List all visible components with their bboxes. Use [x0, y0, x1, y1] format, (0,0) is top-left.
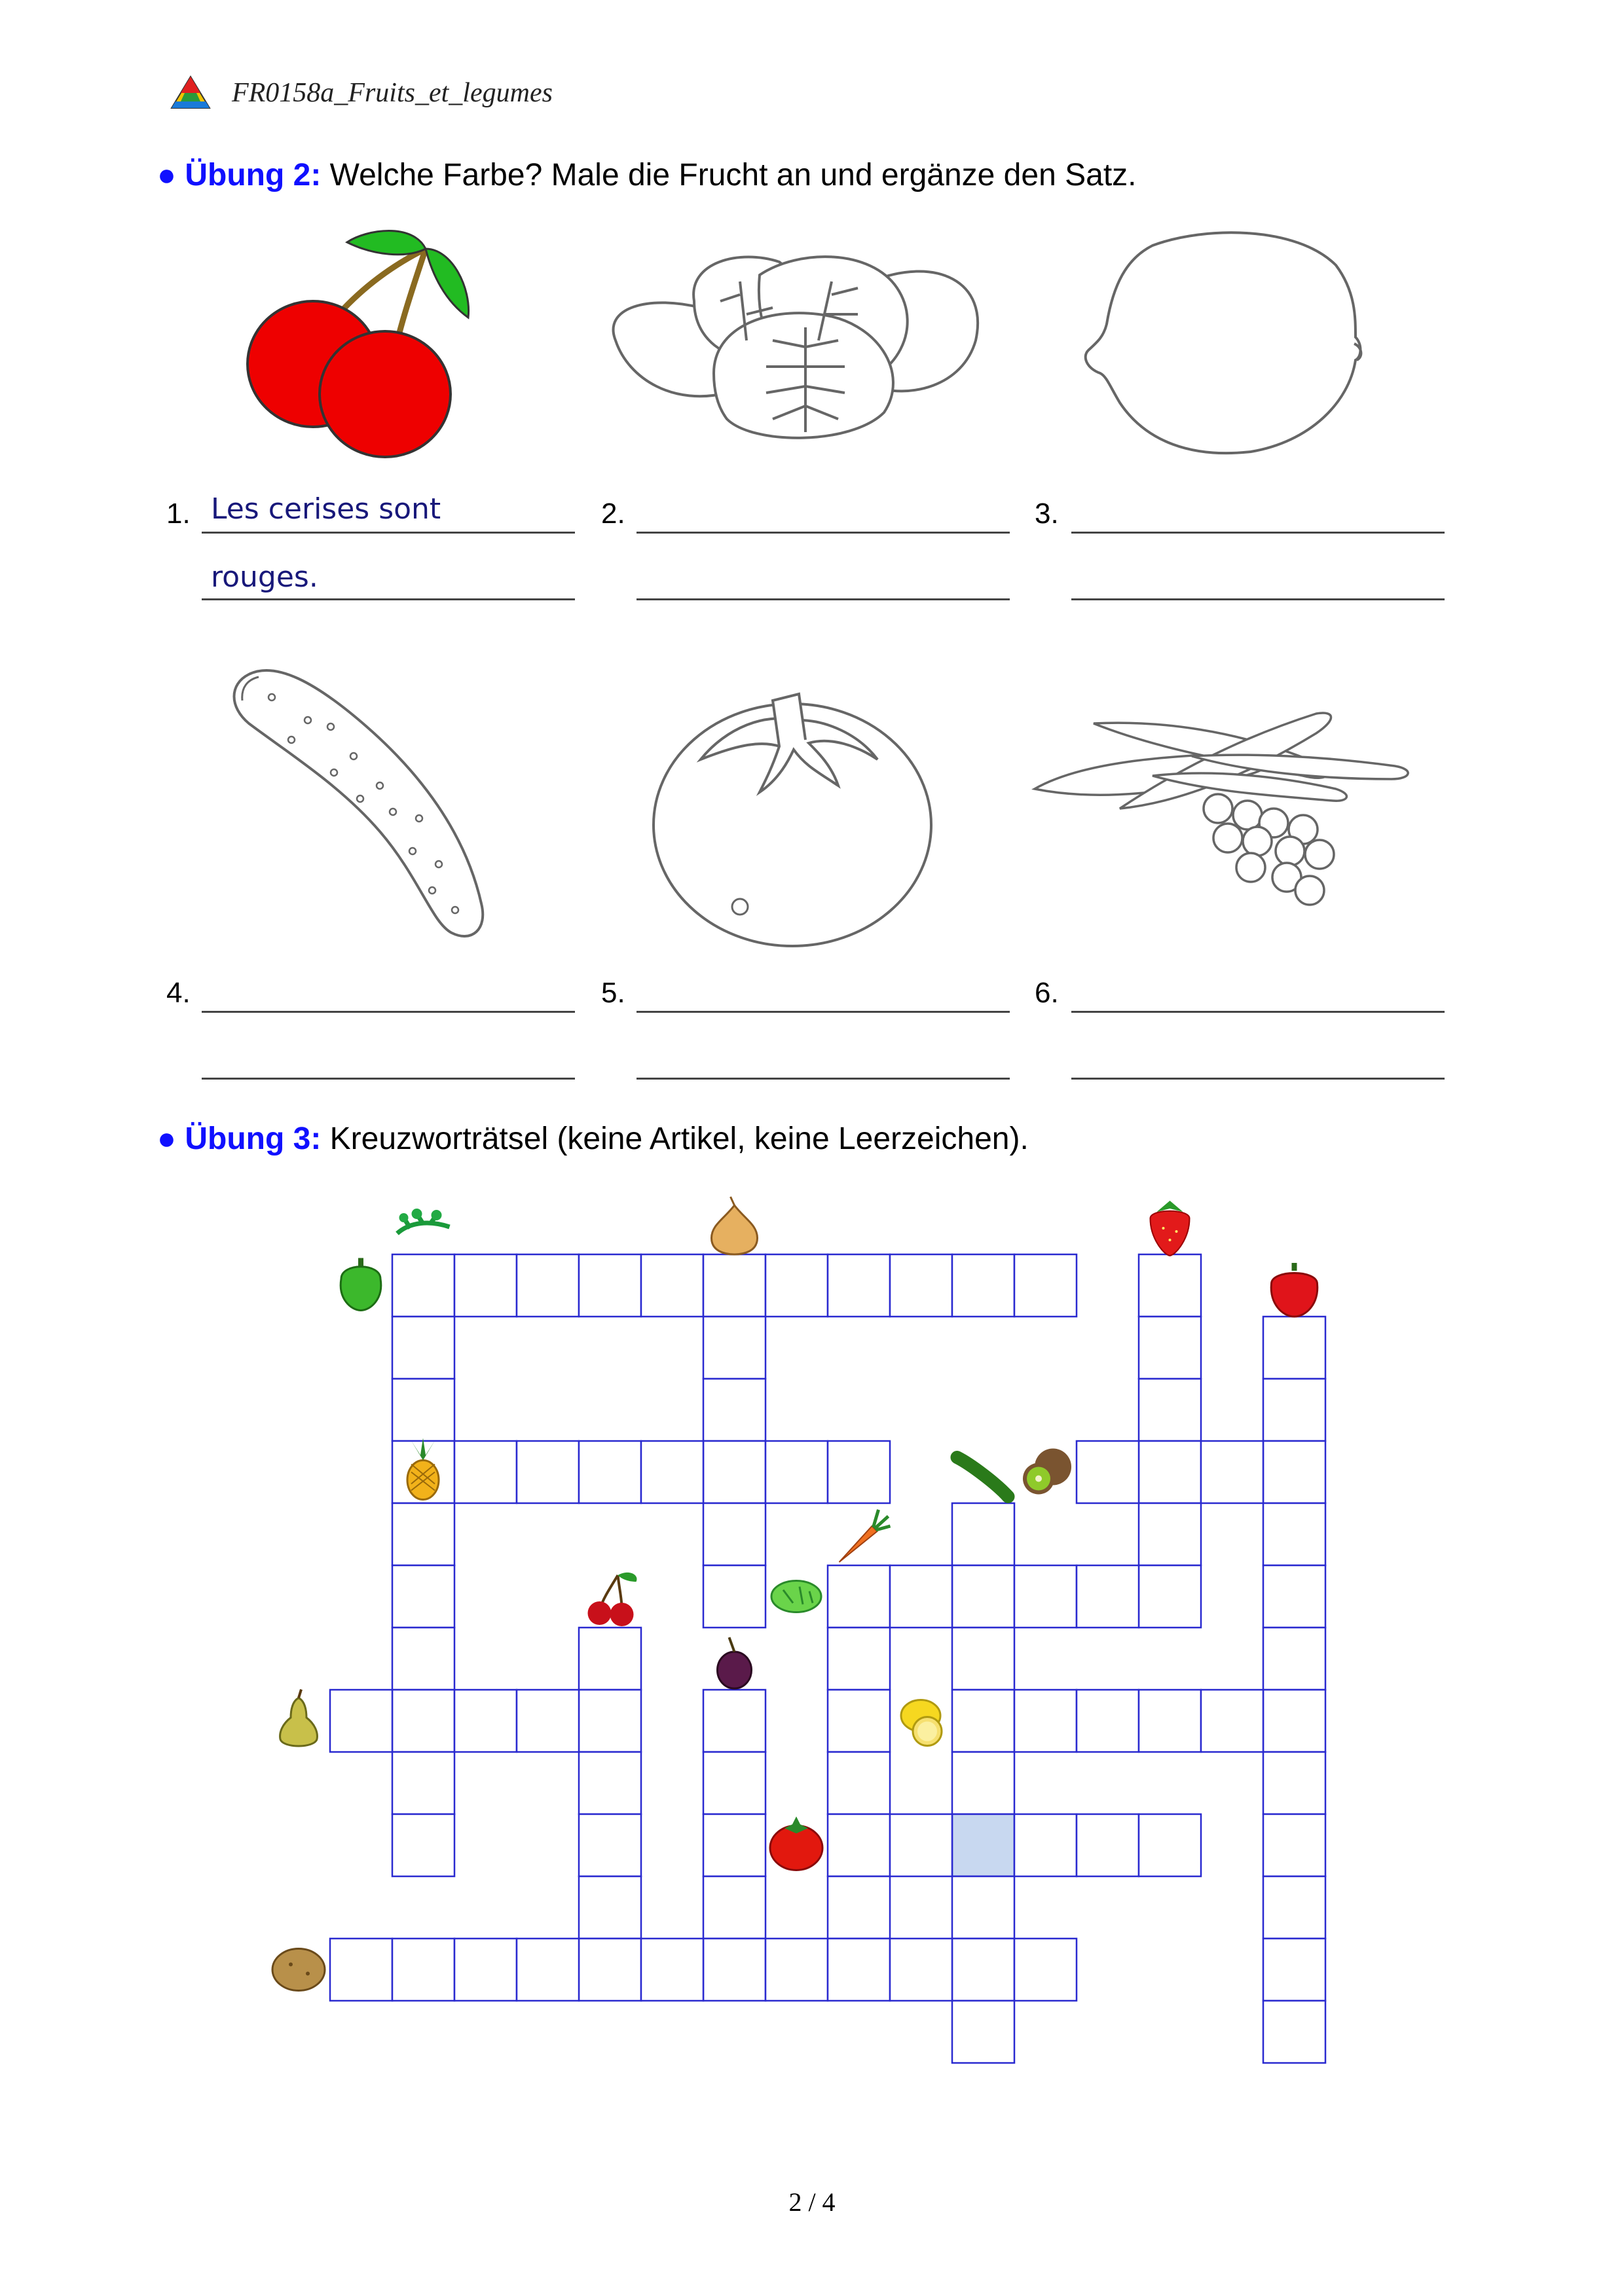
crossword-cell[interactable] [1263, 1503, 1325, 1565]
crossword-cell[interactable] [1263, 2001, 1325, 2063]
crossword-cell[interactable] [1139, 1814, 1201, 1876]
answer-line [637, 1078, 1010, 1080]
crossword-cell[interactable] [703, 1317, 766, 1379]
crossword-cell[interactable] [828, 1565, 890, 1628]
answer-line [1071, 598, 1445, 600]
crossword-cell[interactable] [392, 1814, 454, 1876]
crossword-cell[interactable] [828, 1876, 890, 1939]
answer-line [202, 532, 575, 534]
crossword-cell[interactable] [1014, 1690, 1077, 1752]
cucumber-picture [223, 661, 498, 949]
crossword-cell[interactable] [952, 1254, 1014, 1317]
crossword-cell[interactable] [952, 1565, 1014, 1628]
crossword-cell[interactable] [517, 1939, 579, 2001]
crossword-cell[interactable] [703, 1939, 766, 2001]
strawberry-icon [1151, 1201, 1190, 1256]
item-number: 3. [1035, 498, 1059, 530]
crossword-cell[interactable] [1014, 1565, 1077, 1628]
crossword-cell[interactable] [1014, 1254, 1077, 1317]
tomato-icon [770, 1817, 822, 1870]
exercise2-label: Übung 2: [185, 158, 322, 192]
crossword-cell[interactable] [579, 1441, 641, 1503]
crossword-cell[interactable] [1139, 1254, 1201, 1317]
crossword-cell[interactable] [703, 1441, 766, 1503]
crossword-cell[interactable] [392, 1628, 454, 1690]
crossword-cell[interactable] [1201, 1441, 1263, 1503]
crossword-cell[interactable] [392, 1752, 454, 1814]
crossword-cell[interactable] [890, 1814, 952, 1876]
crossword-cell[interactable] [1263, 1441, 1325, 1503]
pineapple-icon [407, 1438, 439, 1500]
exercise3-heading [157, 1121, 1029, 1157]
crossword-cell[interactable] [1077, 1441, 1139, 1503]
item-number: 5. [601, 977, 625, 1009]
crossword-cell[interactable] [890, 1254, 952, 1317]
crossword-cell[interactable] [890, 1565, 952, 1628]
crossword-cell[interactable] [641, 1254, 703, 1317]
crossword-cell[interactable] [952, 1752, 1014, 1814]
crossword-cell[interactable] [517, 1441, 579, 1503]
crossword-cell[interactable] [703, 1565, 766, 1628]
cucumber-icon [957, 1457, 1008, 1497]
crossword-cell[interactable] [1139, 1565, 1201, 1628]
answer-line [637, 1011, 1010, 1013]
onion-icon [712, 1197, 758, 1254]
crossword-cell-highlighted[interactable] [952, 1814, 1014, 1876]
exercise2-instruction: Welche Farbe? Male die Frucht an und ergänze den Satz. [329, 158, 1137, 192]
crossword-cell[interactable] [517, 1690, 579, 1752]
crossword-cell[interactable] [1263, 1628, 1325, 1690]
cherries-picture [236, 223, 485, 458]
parsley-icon [397, 1209, 450, 1233]
crossword-cell[interactable] [392, 1379, 454, 1441]
crossword-cell[interactable] [392, 1939, 454, 2001]
answer-line2-text[interactable]: rouges. [211, 560, 318, 594]
crossword-cell[interactable] [392, 1503, 454, 1565]
crossword-cell[interactable] [454, 1254, 517, 1317]
crossword-cell[interactable] [1077, 1814, 1139, 1876]
crossword-cell[interactable] [579, 1876, 641, 1939]
crossword-cell[interactable] [1263, 1317, 1325, 1379]
answer-line [202, 1078, 575, 1080]
lemon-icon [901, 1700, 942, 1746]
lettuce-icon [771, 1581, 821, 1613]
crossword-cell[interactable] [703, 1876, 766, 1939]
crossword-cell[interactable] [392, 1441, 454, 1503]
crossword-cell[interactable] [641, 1441, 703, 1503]
item-number: 4. [166, 977, 191, 1009]
crossword-cell[interactable] [766, 1939, 828, 2001]
page-number: 2 / 4 [788, 2187, 836, 2217]
crossword-cell[interactable] [579, 1814, 641, 1876]
exercise3-instruction: Kreuzworträtsel (keine Artikel, keine Leerzeichen). [329, 1121, 1029, 1156]
crossword-cell[interactable] [1201, 1690, 1263, 1752]
crossword-cell[interactable] [766, 1441, 828, 1503]
crossword-cell[interactable] [1263, 1379, 1325, 1441]
exercise3-label: Übung 3: [185, 1121, 322, 1156]
page-header [169, 73, 553, 113]
item-number: 1. [166, 498, 191, 530]
crossword-cell[interactable] [766, 1254, 828, 1317]
crossword-cell[interactable] [828, 1939, 890, 2001]
lettuce-picture [596, 242, 989, 445]
answer-line [1071, 1078, 1445, 1080]
crossword-cell[interactable] [1014, 1814, 1077, 1876]
bullet: ● [157, 158, 176, 192]
crossword-cell[interactable] [1014, 1939, 1077, 2001]
answer-line [637, 532, 1010, 534]
crossword-cell[interactable] [828, 1752, 890, 1814]
crossword-cell[interactable] [828, 1441, 890, 1503]
crossword-cell[interactable] [828, 1254, 890, 1317]
crossword-cell[interactable] [1263, 1565, 1325, 1628]
red-pepper-icon [1271, 1263, 1318, 1317]
crossword-cell[interactable] [952, 1939, 1014, 2001]
crossword-cell[interactable] [703, 1690, 766, 1752]
green-pepper-icon [341, 1258, 381, 1311]
pear-icon [280, 1690, 318, 1747]
peas-picture [1028, 704, 1421, 913]
crossword-cell[interactable] [330, 1939, 392, 2001]
carrot-icon [840, 1510, 891, 1562]
crossword-cell[interactable] [1263, 1690, 1325, 1752]
crossword-cell[interactable] [454, 1690, 517, 1752]
crossword-cell[interactable] [890, 1939, 952, 2001]
answer-line1-text[interactable]: Les cerises sont [211, 492, 441, 526]
crossword-cell[interactable] [703, 1254, 766, 1317]
crossword-cell[interactable] [579, 1939, 641, 2001]
plum-icon [718, 1637, 752, 1688]
answer-line [202, 1011, 575, 1013]
crossword-cell[interactable] [1139, 1317, 1201, 1379]
crossword-cell[interactable] [579, 1254, 641, 1317]
crossword-cell[interactable] [952, 1628, 1014, 1690]
school-logo-icon [169, 75, 212, 111]
crossword-cell[interactable] [517, 1254, 579, 1317]
crossword-cell[interactable] [828, 1628, 890, 1690]
crossword-cell[interactable] [703, 1379, 766, 1441]
crossword-cell[interactable] [392, 1254, 454, 1317]
potato-icon [272, 1949, 325, 1991]
tomato-picture [648, 674, 936, 949]
kiwi-icon [1023, 1449, 1071, 1495]
answer-line [637, 598, 1010, 600]
document-title: FR0158a_Fruits_et_legumes [232, 78, 553, 108]
answer-line [202, 598, 575, 600]
crossword-cell[interactable] [392, 1565, 454, 1628]
exercise2-heading [157, 157, 1136, 193]
bullet: ● [157, 1121, 176, 1156]
crossword-cell[interactable] [579, 1752, 641, 1814]
crossword-cell[interactable] [1263, 1876, 1325, 1939]
crossword-cell[interactable] [392, 1317, 454, 1379]
crossword-cell[interactable] [828, 1814, 890, 1876]
answer-line [1071, 532, 1445, 534]
lemon-picture [1074, 226, 1375, 462]
crossword-cell[interactable] [392, 1690, 454, 1752]
crossword-cell[interactable] [952, 1503, 1014, 1565]
crossword-cell[interactable] [1077, 1565, 1139, 1628]
answer-line [1071, 1011, 1445, 1013]
crossword-cell[interactable] [1139, 1690, 1201, 1752]
crossword-cell[interactable] [952, 1690, 1014, 1752]
crossword-cell[interactable] [703, 1752, 766, 1814]
crossword-cell[interactable] [1263, 1752, 1325, 1814]
crossword-cell[interactable] [1139, 1503, 1201, 1565]
crossword-cell[interactable] [1263, 1814, 1325, 1876]
crossword-cell[interactable] [703, 1503, 766, 1565]
crossword-cell[interactable] [828, 1690, 890, 1752]
crossword-cell[interactable] [330, 1690, 392, 1752]
crossword-cell[interactable] [1139, 1441, 1201, 1503]
crossword-cell[interactable] [579, 1690, 641, 1752]
crossword-cell[interactable] [1263, 1939, 1325, 2001]
crossword-cell[interactable] [703, 1814, 766, 1876]
crossword-cell[interactable] [579, 1628, 641, 1690]
crossword-cell[interactable] [454, 1441, 517, 1503]
crossword-cell[interactable] [1139, 1379, 1201, 1441]
crossword-cell[interactable] [952, 1876, 1014, 1939]
cherry-icon [588, 1573, 637, 1626]
crossword-cell[interactable] [454, 1939, 517, 2001]
crossword-cell[interactable] [952, 2001, 1014, 2063]
item-number: 2. [601, 498, 625, 530]
item-number: 6. [1035, 977, 1059, 1009]
crossword-cell[interactable] [641, 1939, 703, 2001]
crossword-cell[interactable] [1077, 1690, 1139, 1752]
